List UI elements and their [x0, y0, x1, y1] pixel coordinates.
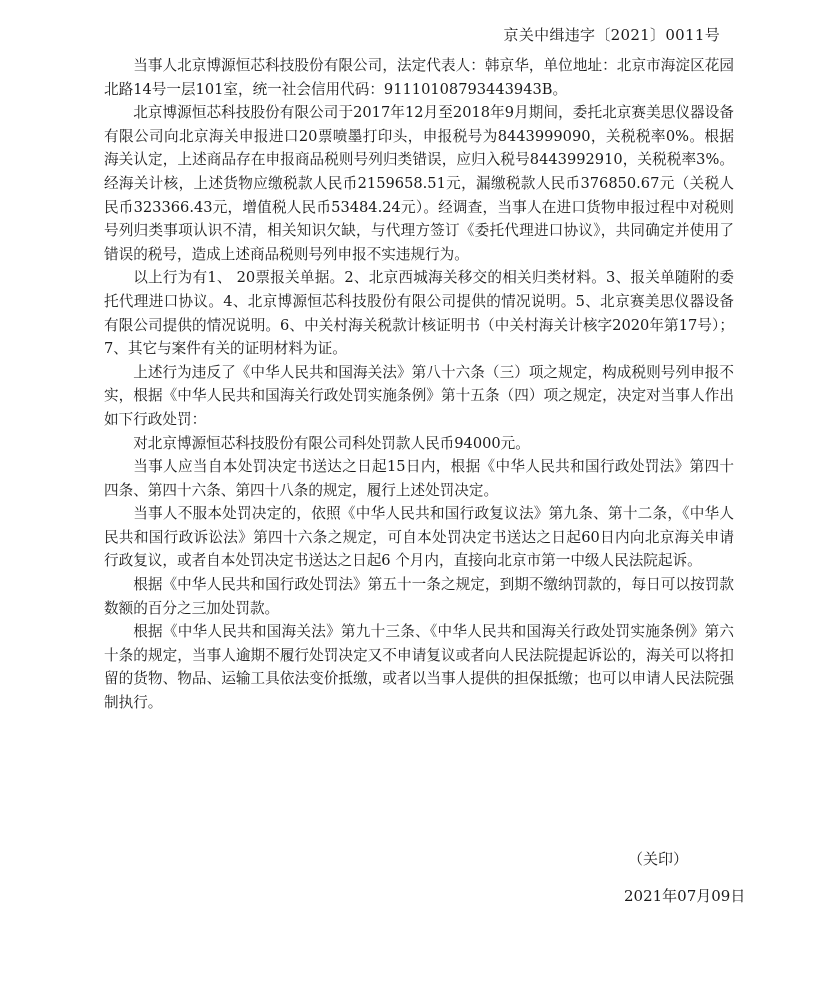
paragraph-evidence: 以上行为有1、 20票报关单据。2、北京西城海关移交的相关归类材料。3、报关单随附的委托代理进口协议。4、北京博源恒芯科技股份有限公司提供的情况说明。5、北京赛美思仪器设备有限公司提供的情况说明。6、中关村海关税款计核证明书（中关村海关计核字2020年第17号）；7、其它与案件有关的证明材料为证。 [104, 269, 734, 358]
document-body [104, 54, 734, 715]
document-number: 京关中缉违字〔2021〕0011号 [503, 26, 720, 44]
paragraph-violation: 上述行为违反了《中华人民共和国海关法》第八十六条（三）项之规定，构成税则号列申报不实，根据《中华人民共和国海关行政处罚实施条例》第十五条（四）项之规定，决定对当事人作出如下行政处罚： [104, 363, 734, 428]
paragraph-enforcement: 根据《中华人民共和国海关法》第九十三条、《中华人民共和国海关行政处罚实施条例》第六十条的规定，当事人逾期不履行处罚决定又不申请复议或者向人民法院提起诉讼的，海关可以将扣留的货物、物品、运输工具依法变价抵缴，或者以当事人提供的担保抵缴；也可以申请人民法院强制执行。 [104, 623, 734, 712]
paragraph-appeal: 当事人不服本处罚决定的，依照《中华人民共和国行政复议法》第九条、第十二条，《中华人民共和国行政诉讼法》第四十六条之规定，可自本处罚决定书送达之日起60日内向北京海关申请行政复议，或者自本处罚决定书送达之日起6 个月内，直接向北京市第一中级人民法院起诉。 [104, 505, 734, 570]
document-date: 2021年07月09日 [624, 887, 746, 905]
paragraph-penalty: 对北京博源恒芯科技股份有限公司科处罚款人民币94000元。 [133, 434, 530, 452]
paragraph-deadline: 当事人应当自本处罚决定书送达之日起15日内，根据《中华人民共和国行政处罚法》第四十四条、第四十六条、第四十八条的规定，履行上述处罚决定。 [104, 458, 734, 499]
paragraph-late-fee: 根据《中华人民共和国行政处罚法》第五十一条之规定，到期不缴纳罚款的，每日可以按罚款数额的百分之三加处罚款。 [104, 576, 734, 617]
customs-seal-label: （关印） [628, 850, 689, 868]
paragraph-party: 当事人北京博源恒芯科技股份有限公司，法定代表人：韩京华，单位地址：北京市海淀区花园北路14号一层101室，统一社会信用代码：91110108793443943B。 [104, 57, 734, 98]
paragraph-facts: 北京博源恒芯科技股份有限公司于2017年12月至2018年9月期间，委托北京赛美思仪器设备有限公司向北京海关申报进口20票喷墨打印头，申报税号为8443999090，关税税率0%。根据海关认定，上述商品存在申报商品税则号列归类错误，应归入税号8443992910，关税税率3%。经海关计核，上述货物应缴税款人民币2159658.51元，漏缴税款人民币376850.67元（关税人民币323366.43元，增值税人民币53484.24元）。经调查，当事人在进口货物申报过程中对税则号列归类事项认识不清，相关知识欠缺，与代理方签订《委托代理进口协议》，共同确定并使用了错误的税号，造成上述商品税则号列申报不实违规行为。 [104, 104, 734, 263]
